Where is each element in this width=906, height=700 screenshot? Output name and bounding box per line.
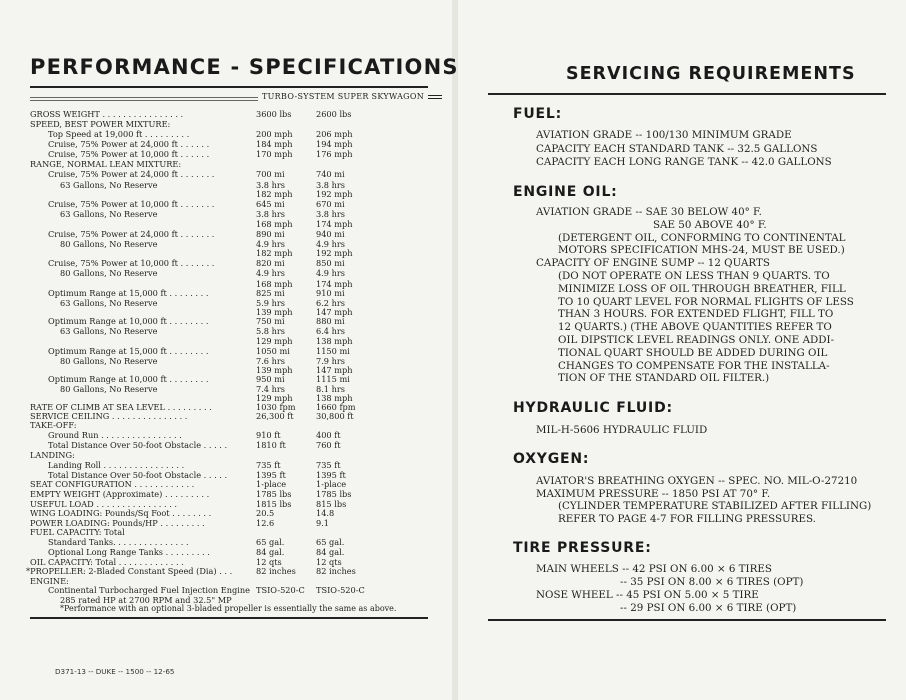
engine-oil-line: OIL DIPSTICK LEVEL READINGS ONLY. ONE ADDI- [558,334,835,346]
spec-label: Total Distance Over 50-foot Obstacle . . . . . [48,470,228,480]
spec-value-2600: 880 mi [316,316,345,326]
spec-value-2600: 9.1 [316,518,330,528]
spec-value-3600: TSIO-520-C [256,585,305,595]
spec-value-3600: 129 mph [256,336,293,346]
title-rule-right [488,93,886,95]
engine-oil-line: (DO NOT OPERATE ON LESS THAN 9 QUARTS. TO [558,270,830,282]
servicing-page [458,0,906,700]
spec-value-3600: 170 mph [256,149,293,159]
engine-oil-line: TION OF THE STANDARD OIL FILTER.) [558,372,770,385]
hydraulic-fluid-line: MIL-H-5606 HYDRAULIC FLUID [536,424,708,436]
spec-value-3600: 750 mi [256,316,285,326]
spec-value-2600: 910 mi [316,288,345,298]
document-code: D371-13 -- DUKE -- 1500 -- 12-65 [55,667,175,676]
spec-label: Optimum Range at 10,000 ft . . . . . . . . [48,374,209,384]
spec-value-3600: 4.9 hrs [256,268,286,278]
spec-label: 63 Gallons, No Reserve [60,180,158,190]
spec-value-2600: 194 mph [316,139,353,149]
spec-label: Cruise, 75% Power at 10,000 ft . . . . . . . [48,258,215,268]
spec-label: FUEL CAPACITY: Total [30,527,125,537]
spec-value-2600: 206 mph [316,129,353,139]
spec-value-2600: 1115 mi [316,374,350,384]
engine-oil-line: (DETERGENT OIL, CONFORMING TO CONTINENTAL [558,231,846,244]
bottom-rule-right [488,619,886,621]
tire-pressure-line: NOSE WHEEL -- 45 PSI ON 5.00 × 5 TIRE [536,589,759,601]
spec-value-2600: 176 mph [316,149,353,159]
spec-value-2600: 940 mi [316,229,345,239]
spec-label: Cruise, 75% Power at 10,000 ft . . . . . . . [48,199,215,209]
spec-value-2600: 740 mi [316,169,345,179]
spec-value-2600: 7.9 hrs [316,356,346,366]
tire-pressure-heading: TIRE PRESSURE: [513,540,652,556]
oxygen-heading: OXYGEN: [513,451,590,467]
spec-value-2600: 735 ft [316,460,341,470]
title-rule [30,86,428,88]
spec-value-2600: 147 mph [316,365,353,375]
spec-value-3600: 12 qts [256,557,282,567]
spec-value-3600: 139 mph [256,307,293,317]
spec-label: Ground Run . . . . . . . . . . . . . . . . [48,430,182,440]
spec-value-3600: 5.8 hrs [256,326,286,336]
engine-oil-line: 12 QUARTS.) (THE ABOVE QUANTITIES REFER TO [558,321,832,334]
oxygen-line: REFER TO PAGE 4-7 FOR FILLING PRESSURES. [558,512,816,525]
spec-label: 285 rated HP at 2700 RPM and 32.5" MP [60,595,232,605]
spec-label: Cruise, 75% Power at 24,000 ft . . . . . . . [48,169,215,179]
spec-value-3600: 890 mi [256,229,285,239]
engine-oil-line: CAPACITY OF ENGINE SUMP -- 12 QUARTS [536,257,770,270]
spec-value-2600: 400 ft [316,430,341,440]
engine-oil-line: MINIMIZE LOSS OF OIL THROUGH BREATHER, FILL [558,282,846,295]
spec-value-2600: 192 mph [316,189,353,199]
spec-label: EMPTY WEIGHT (Approximate) . . . . . . . . . [30,489,210,499]
spec-label: 80 Gallons, No Reserve [60,239,158,249]
spec-value-3600: 182 mph [256,189,293,199]
spec-label: SERVICE CEILING . . . . . . . . . . . . . . . [30,411,188,421]
spec-value-2600: 192 mph [316,248,353,258]
spec-label: 63 Gallons, No Reserve [60,209,158,219]
engine-oil-line: SAE 50 ABOVE 40° F. [653,218,767,231]
spec-value-3600: 1810 ft [256,440,286,450]
spec-label: Top Speed at 19,000 ft . . . . . . . . . [48,129,190,139]
spec-value-2600: 4.9 hrs [316,268,346,278]
engine-oil-heading: ENGINE OIL: [513,184,618,200]
aircraft-subtitle: TURBO-SYSTEM SUPER SKYWAGON [262,92,442,101]
spec-label: Landing Roll . . . . . . . . . . . . . . . . [48,460,185,470]
engine-oil-line: AVIATION GRADE -- SAE 30 BELOW 40° F. [536,206,762,218]
spec-label: 63 Gallons, No Reserve [60,326,158,336]
spec-value-2600: 3.8 hrs [316,209,346,219]
spec-value-3600: 3.8 hrs [256,180,286,190]
tire-pressure-line: MAIN WHEELS -- 42 PSI ON 6.00 × 6 TIRES [536,563,772,575]
spec-value-3600: 182 mph [256,248,293,258]
spec-label: ENGINE: [30,576,69,586]
spec-label: USEFUL LOAD . . . . . . . . . . . . . . . . [30,499,178,509]
spec-value-3600: 1030 fpm [256,402,296,412]
spec-value-3600: 26,300 ft [256,411,294,421]
engine-oil-line: THAN 3 HOURS. FOR EXTENDED FLIGHT, FILL TO [558,308,834,321]
spec-label: POWER LOADING: Pounds/HP . . . . . . . . . [30,518,205,528]
engine-oil-line: CHANGES TO COMPENSATE FOR THE INSTALLA- [558,359,830,372]
spec-label: GROSS WEIGHT . . . . . . . . . . . . . . . . [30,109,184,119]
spec-label: RANGE, NORMAL LEAN MIXTURE: [30,159,182,169]
spec-value-2600: 8.1 hrs [316,384,346,394]
spec-value-2600: 1395 ft [316,470,346,480]
fuel-heading: FUEL: [513,106,563,122]
spec-value-3600: 1395 ft [256,470,286,480]
spec-label: Optimum Range at 15,000 ft . . . . . . . . [48,346,209,356]
spec-value-3600: 168 mph [256,279,293,289]
spec-value-3600: 82 inches [256,566,296,576]
spec-label: SPEED, BEST POWER MIXTURE: [30,119,171,129]
spec-label: Standard Tanks. . . . . . . . . . . . . . . [48,537,189,547]
spec-value-2600: 138 mph [316,393,353,403]
spec-value-2600: 3.8 hrs [316,180,346,190]
tire-pressure-line: -- 29 PSI ON 6.00 × 6 TIRE (OPT) [620,602,797,614]
spec-label: Cruise, 75% Power at 24,000 ft . . . . . . [48,139,210,149]
spec-value-3600: 7.6 hrs [256,356,286,366]
spec-value-3600: 645 mi [256,199,285,209]
spec-value-2600: 815 lbs [316,499,347,509]
spec-value-3600: 700 mi [256,169,285,179]
spec-value-3600: 1050 mi [256,346,290,356]
oxygen-line: MAXIMUM PRESSURE -- 1850 PSI AT 70° F. [536,487,771,500]
engine-oil-line: MOTORS SPECIFICATION MHS-24, MUST BE USED.) [558,244,845,257]
spec-value-2600: 82 inches [316,566,356,576]
subtitle-rule [30,97,258,101]
spec-value-2600: 1785 lbs [316,489,352,499]
engine-oil-line: TIONAL QUART SHOULD BE ADDED DURING OIL [558,346,828,359]
spec-value-3600: 1785 lbs [256,489,292,499]
spec-label: Total Distance Over 50-foot Obstacle . . . . . [48,440,228,450]
fuel-line: AVIATION GRADE -- 100/130 MINIMUM GRADE [536,129,792,141]
spec-value-3600: 910 ft [256,430,281,440]
engine-oil-line: TO 10 QUART LEVEL FOR NORMAL FLIGHTS OF LESS [558,295,854,308]
spec-label: Optional Long Range Tanks . . . . . . . . . [48,547,210,557]
spec-value-3600: 184 mph [256,139,293,149]
spec-label: Cruise, 75% Power at 10,000 ft . . . . . . [48,149,210,159]
spec-value-3600: 1815 lbs [256,499,292,509]
spec-value-2600: 174 mph [316,219,353,229]
fuel-line: CAPACITY EACH STANDARD TANK -- 32.5 GALLONS [536,142,818,155]
spec-value-2600: 2600 lbs [316,109,352,119]
spec-value-2600: 670 mi [316,199,345,209]
tire-pressure-line: -- 35 PSI ON 8.00 × 6 TIRES (OPT) [620,576,804,588]
spec-value-2600: 6.4 hrs [316,326,346,336]
spec-value-3600: 129 mph [256,393,293,403]
spec-value-3600: 84 gal. [256,547,285,557]
spec-label: 80 Gallons, No Reserve [60,268,158,278]
spec-label: OIL CAPACITY: Total . . . . . . . . . . . . . [30,557,184,567]
spec-value-3600: 825 mi [256,288,285,298]
spec-value-3600: 1-place [256,479,287,489]
hydraulic-fluid-heading: HYDRAULIC FLUID: [513,400,673,416]
spec-label: Continental Turbocharged Fuel Injection Engine [48,585,251,595]
spec-value-2600: 1660 fpm [316,402,356,412]
spec-value-3600: 12.6 [256,518,275,528]
spec-label: LANDING: [30,450,75,460]
spec-value-2600: 84 gal. [316,547,345,557]
spec-value-2600: 1-place [316,479,347,489]
spec-value-3600: 820 mi [256,258,285,268]
spec-value-3600: 5.9 hrs [256,298,286,308]
spec-label: RATE OF CLIMB AT SEA LEVEL . . . . . . . . . [30,402,212,412]
spec-value-3600: 139 mph [256,365,293,375]
spec-value-2600: TSIO-520-C [316,585,365,595]
spec-label: TAKE-OFF: [30,420,77,430]
spec-value-3600: 200 mph [256,129,293,139]
oxygen-line: (CYLINDER TEMPERATURE STABILIZED AFTER FILLING) [558,500,872,513]
spec-value-2600: 1150 mi [316,346,350,356]
spec-value-2600: 850 mi [316,258,345,268]
spec-label: 63 Gallons, No Reserve [60,298,158,308]
spec-value-3600: 735 ft [256,460,281,470]
spec-label: SEAT CONFIGURATION . . . . . . . . . . . . [30,479,195,489]
spec-value-2600: 760 ft [316,440,341,450]
spec-value-3600: 4.9 hrs [256,239,286,249]
spec-value-2600: 174 mph [316,279,353,289]
spec-value-3600: 65 gal. [256,537,285,547]
spec-label: *PROPELLER: 2-Bladed Constant Speed (Dia) . . . [26,566,233,576]
spec-label: Optimum Range at 15,000 ft . . . . . . . . [48,288,209,298]
spec-label: 80 Gallons, No Reserve [60,356,158,366]
performance-title: PERFORMANCE - SPECIFICATIONS [30,55,459,79]
spec-value-2600: 147 mph [316,307,353,317]
spec-value-2600: 4.9 hrs [316,239,346,249]
spec-value-3600: 7.4 hrs [256,384,286,394]
spec-value-2600: 65 gal. [316,537,345,547]
spec-value-3600: 3.8 hrs [256,209,286,219]
spec-value-2600: 30,800 ft [316,411,354,421]
bottom-rule [30,617,428,619]
oxygen-line: AVIATOR'S BREATHING OXYGEN -- SPEC. NO. MIL-O-27210 [536,475,858,487]
spec-value-2600: 14.8 [316,508,335,518]
spec-label: 80 Gallons, No Reserve [60,384,158,394]
spec-value-2600: 138 mph [316,336,353,346]
spec-label: Optimum Range at 10,000 ft . . . . . . . . [48,316,209,326]
servicing-title: SERVICING REQUIREMENTS [566,64,856,84]
spec-value-3600: 950 mi [256,374,285,384]
spec-value-3600: 168 mph [256,219,293,229]
spec-value-2600: 12 qts [316,557,342,567]
spec-value-2600: 6.2 hrs [316,298,346,308]
spec-value-3600: 3600 lbs [256,109,292,119]
spec-label: Cruise, 75% Power at 24,000 ft . . . . . . . [48,229,215,239]
spec-label: WING LOADING: Pounds/Sq Foot . . . . . . . . [30,508,212,518]
propeller-note: *Performance with an optional 3-bladed propeller is essentially the same as above. [60,604,397,613]
fuel-line: CAPACITY EACH LONG RANGE TANK -- 42.0 GALLONS [536,156,832,168]
spec-value-3600: 20.5 [256,508,275,518]
